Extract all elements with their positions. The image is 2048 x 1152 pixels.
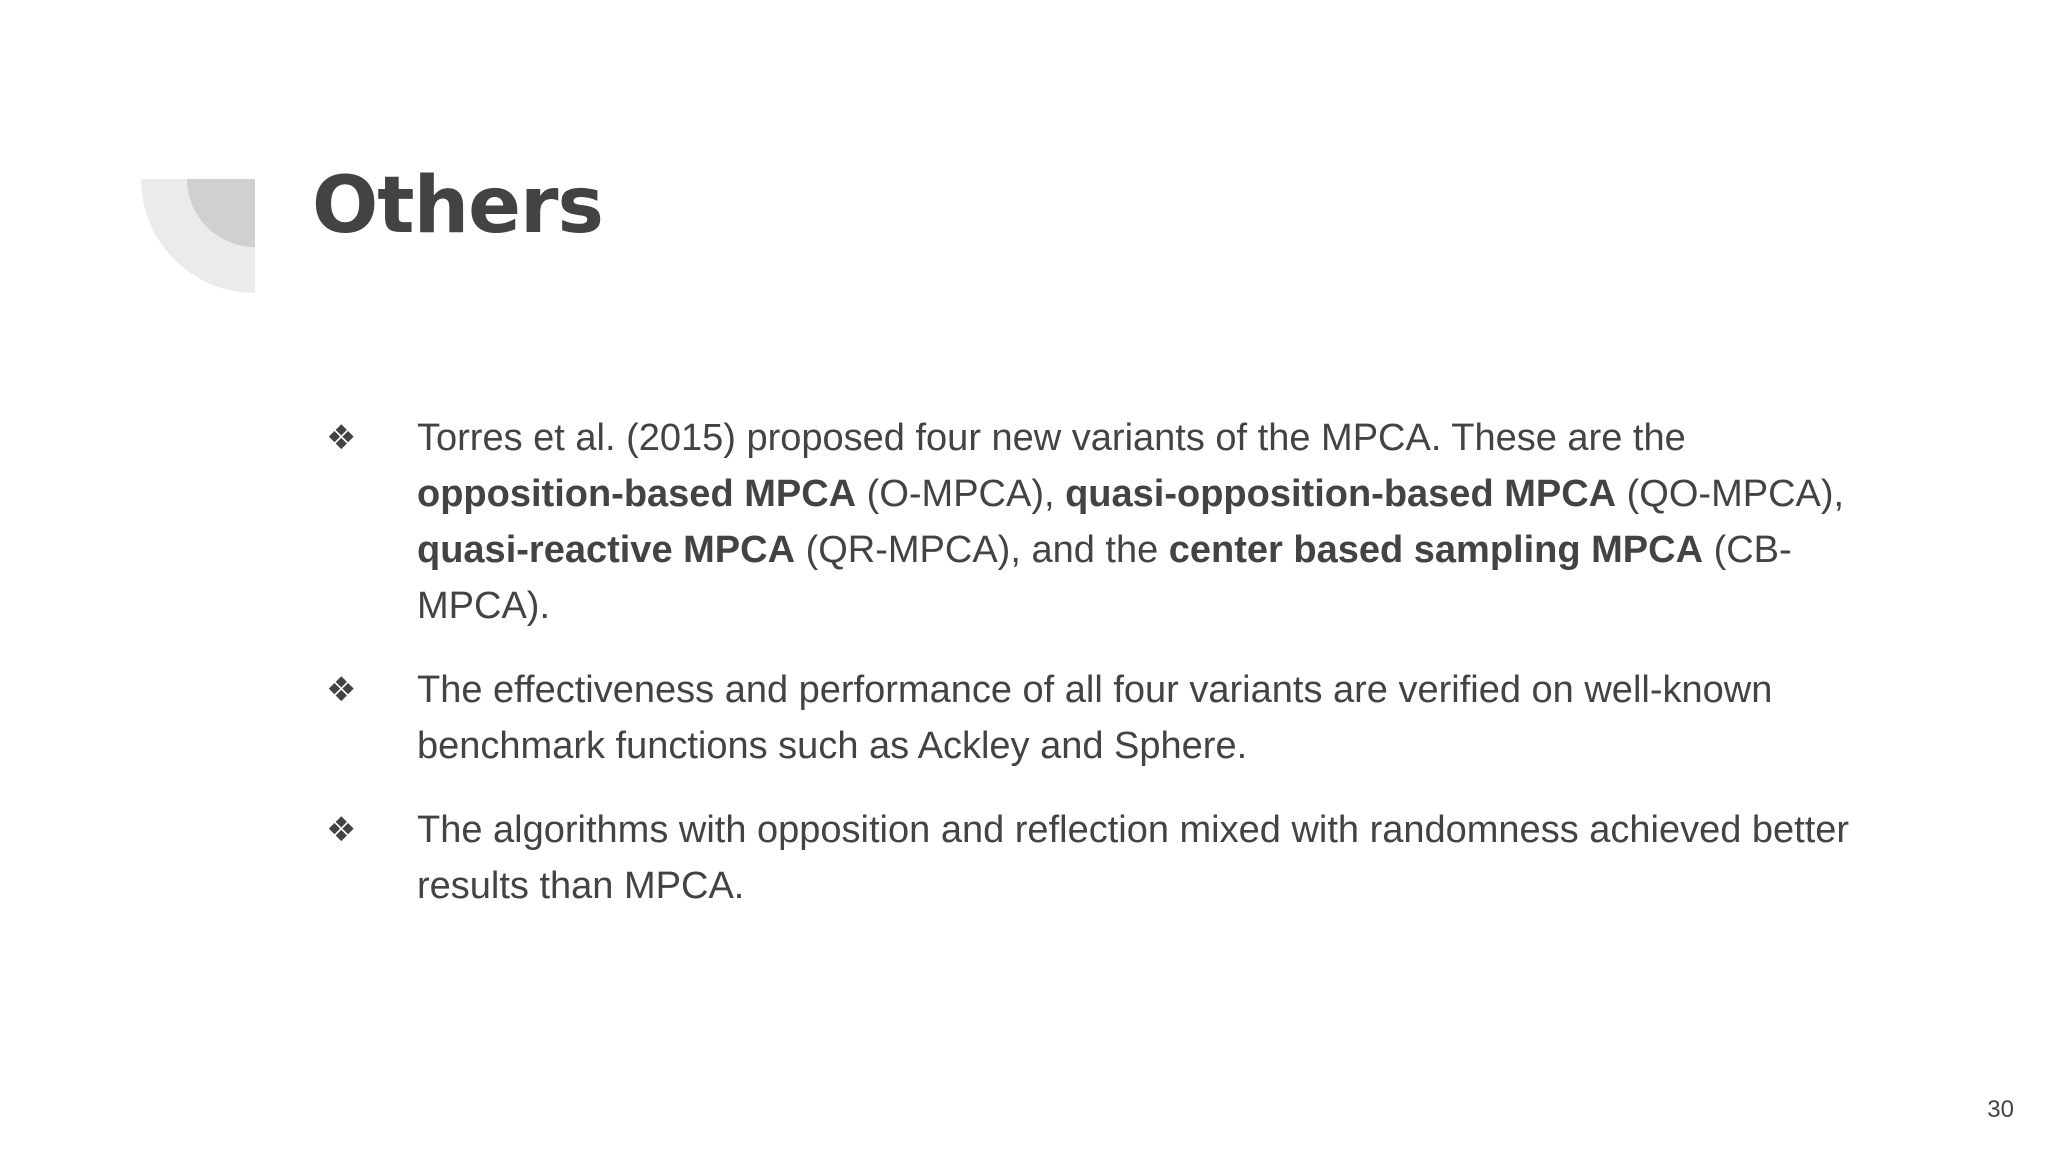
term-cb-mpca: center based sampling MPCA xyxy=(1168,529,1704,571)
slide-title: Others xyxy=(312,161,603,251)
page-number: 30 xyxy=(1987,1096,2014,1123)
term-qr-mpca: quasi-reactive MPCA xyxy=(417,529,796,571)
diamond-bullet-icon: ❖ xyxy=(326,418,357,458)
corner-decoration xyxy=(141,179,255,293)
bullet-text: The algorithms with opposition and reflection mixed with randomness achieved better results than MPCA. xyxy=(417,809,1850,907)
term-o-mpca: opposition-based MPCA xyxy=(417,473,857,515)
bullet-list xyxy=(322,410,1882,942)
bullet-text: Torres et al. (2015) proposed four new variants of the MPCA. These are the opposition-based MPCA (O-MPCA), quasi-opposition-based MPCA (QO-MPCA), quasi-reactive MPCA (QR-MPCA), and the center based sampling MPCA (CB-MPCA). xyxy=(417,417,1845,627)
bullet-text: The effectiveness and performance of all four variants are verified on well-known benchmark functions such as Ackley and Sphere. xyxy=(417,669,1773,767)
bullet-item xyxy=(322,802,1882,914)
diamond-bullet-icon: ❖ xyxy=(326,670,357,710)
bullet-item xyxy=(322,662,1882,774)
term-qo-mpca: quasi-opposition-based MPCA xyxy=(1065,473,1617,515)
bullet-item xyxy=(322,410,1882,634)
diamond-bullet-icon: ❖ xyxy=(326,810,357,850)
quarter-circle-shape xyxy=(141,179,255,293)
